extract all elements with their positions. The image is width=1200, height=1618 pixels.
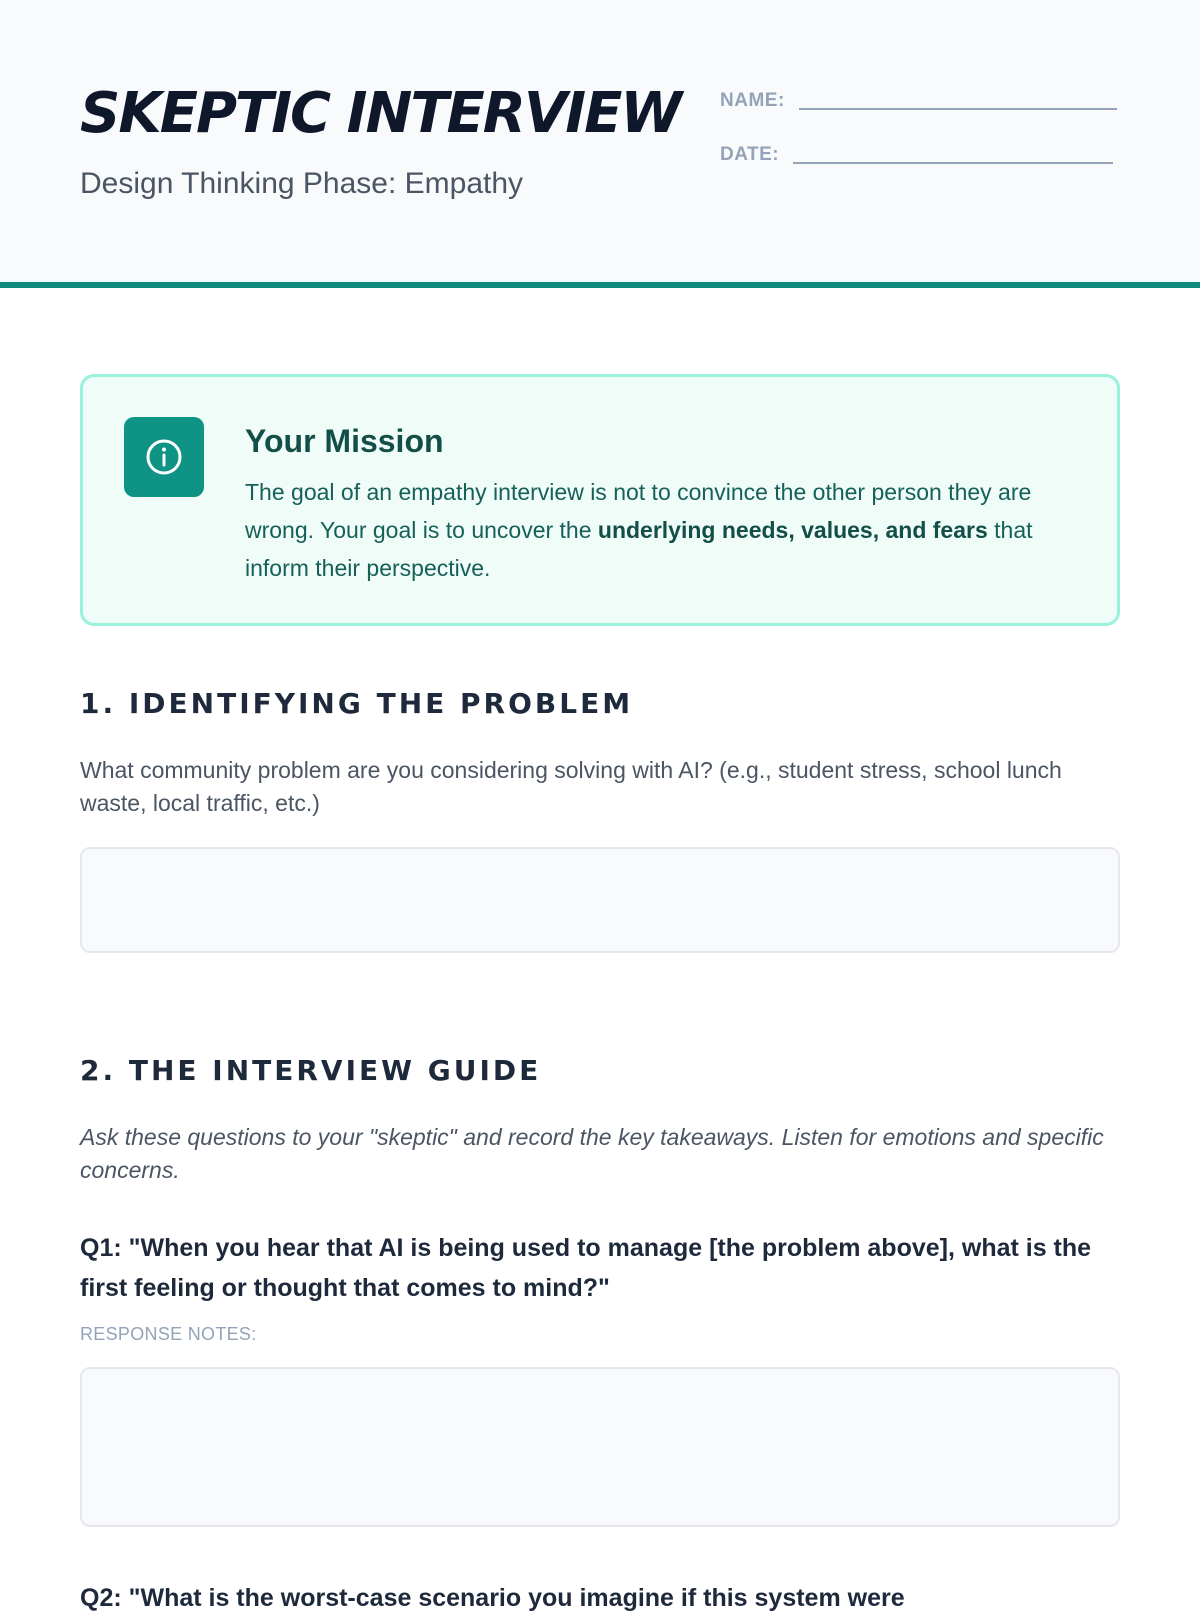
mission-text-emphasis: underlying needs, values, and fears	[597, 517, 988, 543]
page-subtitle: Design Thinking Phase: Empathy	[80, 167, 524, 200]
mission-text-before: The goal of an empathy interview is not to convince the other person they are wrong. Your goal is to uncover the	[245, 479, 1032, 543]
date-input-line[interactable]	[793, 162, 1113, 164]
section-2-title: 2. THE INTERVIEW GUIDE	[80, 1054, 542, 1087]
q1-response-label: RESPONSE NOTES:	[80, 1324, 257, 1344]
info-icon	[124, 417, 204, 497]
date-field-row	[720, 140, 1113, 166]
mission-text-after: that inform their perspective.	[245, 517, 1033, 581]
section-1-title: 1. IDENTIFYING THE PROBLEM	[80, 687, 634, 720]
mission-text	[245, 473, 1085, 587]
name-input-line[interactable]	[799, 108, 1117, 110]
q1-response-box[interactable]	[80, 1367, 1120, 1527]
mission-callout	[80, 374, 1120, 626]
problem-answer-box[interactable]	[80, 847, 1120, 953]
date-label: DATE:	[720, 144, 780, 165]
question-2: Q2: "What is the worst-case scenario you imagine if this system were	[80, 1584, 905, 1612]
name-field-row	[720, 86, 1117, 112]
section-2-instructions: Ask these questions to your "skeptic" and record the key takeaways. Listen for emotions and specific concerns.	[80, 1124, 1104, 1183]
page-title: SKEPTIC INTERVIEW	[80, 81, 681, 146]
question-1: Q1: "When you hear that AI is being used to manage [the problem above], what is the first feeling or thought that comes to mind?"	[80, 1234, 1092, 1302]
section-1-prompt: What community problem are you considering solving with AI? (e.g., student stress, school lunch waste, local traffic, etc.)	[80, 757, 1062, 816]
mission-title: Your Mission	[245, 423, 444, 459]
page-header	[0, 0, 1200, 288]
name-label: NAME:	[720, 90, 785, 111]
